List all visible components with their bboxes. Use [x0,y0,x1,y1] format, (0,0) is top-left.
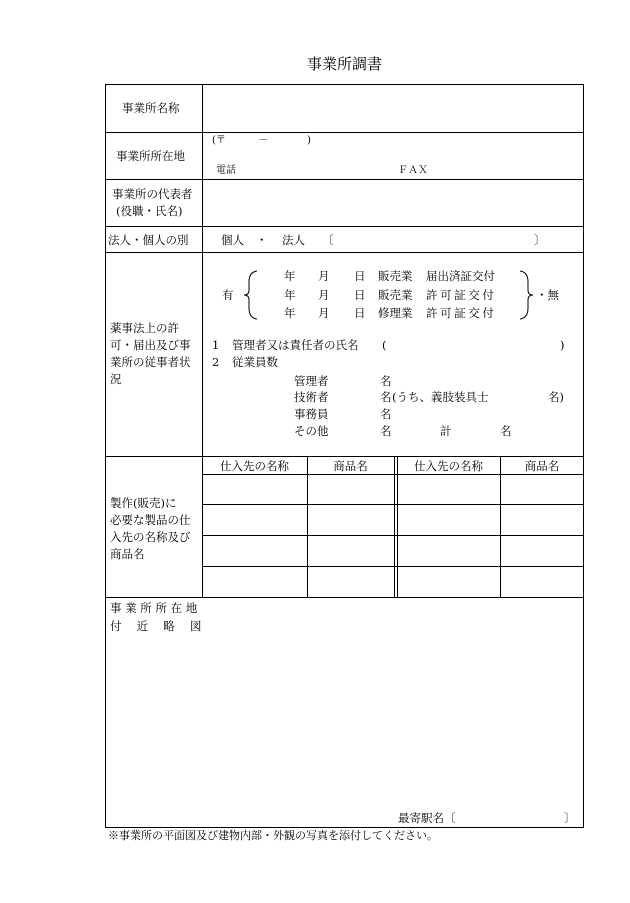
staff-unit: 名 [380,407,392,421]
left-brace-icon [243,270,259,320]
license-business: 販売業 [378,288,413,302]
item-1-close: ) [560,338,565,352]
staff-unit: 名 [380,424,392,438]
corporation-option[interactable]: 法人 [282,233,305,247]
page-title: 事業所調書 [307,55,383,73]
pharma-label-line-3: 業所の従事者状 [110,355,191,369]
staff-role: 技術者 [294,390,329,404]
license-month: 月 [318,288,330,302]
representative-label: 事業所の代表者 [112,187,193,201]
suppliers-label-line-3: 入先の名称及び [110,530,191,544]
item-1-number: 1 [212,338,220,352]
map-drawing-area[interactable] [107,636,582,806]
supplier-col-divider-double [397,456,398,597]
name-label: 事業所名称 [122,101,180,115]
staff-role: その他 [294,424,329,438]
representative-label-sub: (役職・氏名) [116,204,183,218]
entity-type-label: 法人・個人の別 [108,233,189,247]
item-1-open: ( [382,338,387,352]
pharma-label-line-2: 可・届出及び事 [110,338,191,352]
license-status: 許可証交付 [426,306,497,320]
fax-label: ＦＡＸ [398,165,428,176]
staff-unit: 名 [380,374,392,388]
address-label: 事業所所在地 [116,149,185,163]
row-divider [105,179,584,180]
supplier-header-product: 商品名 [333,459,368,473]
license-business: 販売業 [378,269,413,283]
pharma-label-line-4: 況 [110,372,122,386]
item-1-text: 管理者又は責任者の氏名 [232,338,359,352]
station-label: 最寄駅名〔 [398,811,456,825]
supplier-col-divider-double [394,456,395,597]
license-month: 月 [318,269,330,283]
pharma-label-line-1: 薬事法上の許 [110,321,179,335]
supplier-header-divider [202,474,584,475]
supplier-header-name: 仕入先の名称 [220,459,289,473]
staff-unit: 名 [380,390,392,404]
staff-total-unit: 名 [500,424,512,438]
license-status: 許可証交付 [426,288,497,302]
individual-option[interactable]: 個人 [221,233,244,247]
item-2-text: 従業員数 [232,355,278,369]
station-close: 〕 [564,811,576,825]
label-column-divider [202,84,203,597]
license-business: 修理業 [378,306,413,320]
license-month: 月 [318,306,330,320]
staff-extra-unit: 名) [548,390,564,404]
corporation-bracket-open: 〔 [322,233,334,247]
right-brace-icon [518,270,534,320]
postal-dash: － [258,135,268,146]
corporation-bracket-close: 〕 [534,233,546,247]
staff-role: 事務員 [294,407,329,421]
map-label-line-1: 事 業 所 所 在 地 [110,601,198,615]
has-option[interactable]: 有 [222,288,234,302]
map-label-line-2: 付 近 略 図 [110,619,202,633]
supplier-col-divider [500,456,501,597]
supplier-row-divider [202,504,584,505]
station-field[interactable] [462,810,560,826]
item-2-number: 2 [212,355,220,369]
representative-field[interactable] [204,181,582,224]
staff-role: 管理者 [294,374,329,388]
supplier-col-divider [307,456,308,597]
suppliers-label-line-1: 製作(販売)に [110,496,177,510]
supplier-row-divider [202,566,584,567]
license-day: 日 [354,306,366,320]
row-divider [105,597,584,598]
supplier-header-product: 商品名 [524,459,560,473]
row-divider [105,456,584,457]
license-day: 日 [354,288,366,302]
license-year: 年 [284,306,296,320]
name-field[interactable] [204,86,582,130]
postal-open: (〒 [212,135,226,146]
suppliers-label-line-2: 必要な製品の仕 [110,513,191,527]
manager-name-field[interactable] [392,336,556,354]
phone-label: 電話 [216,165,236,176]
row-divider [105,132,584,133]
row-divider [105,252,584,253]
footnote: ※事業所の平面図及び建物内部・外観の写真を添付してください。 [108,829,438,842]
license-year: 年 [284,269,296,283]
license-year: 年 [284,288,296,302]
none-option[interactable]: ・無 [536,288,559,302]
address-field[interactable] [232,144,572,160]
supplier-header-name: 仕入先の名称 [414,459,483,473]
corporation-name-field[interactable] [336,230,532,248]
row-divider [105,226,584,227]
entity-dot: ・ [256,233,268,247]
staff-extra: (うち、義肢装具士 [392,390,489,404]
supplier-row-divider [202,535,584,536]
license-day: 日 [354,269,366,283]
staff-total-label: 計 [440,424,452,438]
suppliers-label-line-4: 商品名 [110,547,145,561]
license-status: 届出済証交付 [426,269,495,283]
postal-close: ) [307,135,311,146]
